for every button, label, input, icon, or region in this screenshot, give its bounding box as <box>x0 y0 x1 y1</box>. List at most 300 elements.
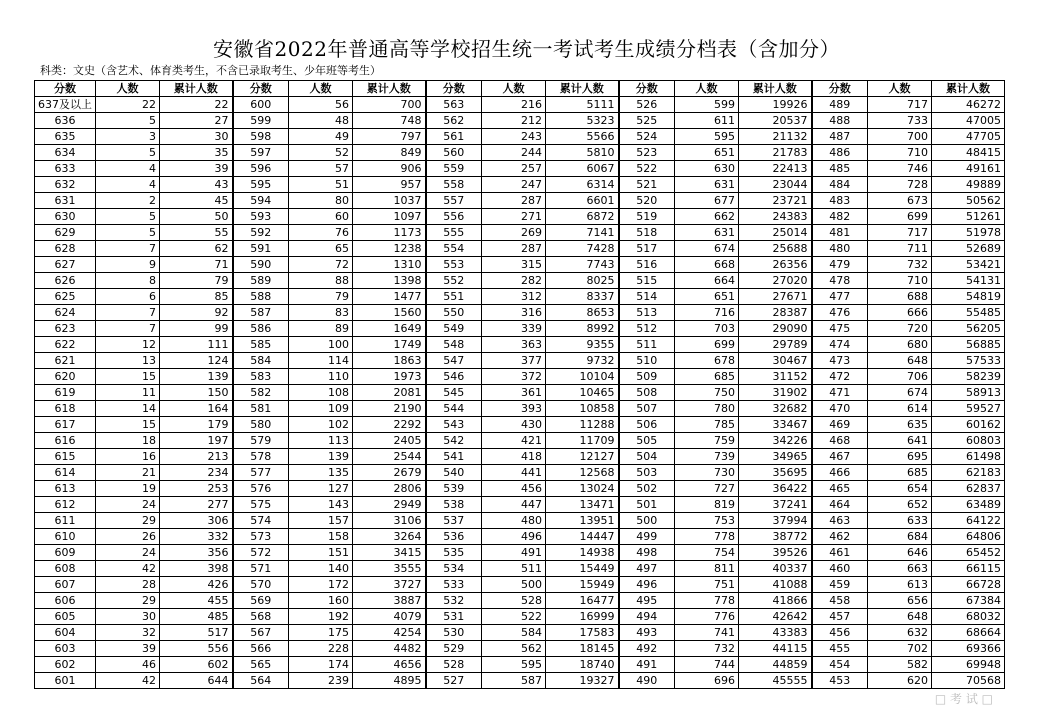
count-cell: 372 <box>482 369 546 385</box>
table-row <box>35 273 1005 289</box>
cumulative-cell: 44859 <box>739 657 812 673</box>
count-cell: 160 <box>289 593 353 609</box>
table-row <box>35 305 1005 321</box>
cumulative-cell: 39526 <box>739 545 812 561</box>
score-cell: 621 <box>35 353 96 369</box>
count-cell: 662 <box>675 209 739 225</box>
cumulative-cell: 13471 <box>546 497 619 513</box>
cumulative-cell: 71 <box>160 257 233 273</box>
cumulative-cell: 4079 <box>353 609 426 625</box>
count-cell: 24 <box>96 545 160 561</box>
count-cell: 9 <box>96 257 160 273</box>
score-cell: 539 <box>426 481 482 497</box>
score-cell: 577 <box>233 465 289 481</box>
score-cell: 592 <box>233 225 289 241</box>
cumulative-cell: 3264 <box>353 529 426 545</box>
score-cell: 501 <box>619 497 675 513</box>
score-cell: 574 <box>233 513 289 529</box>
count-cell: 49 <box>289 129 353 145</box>
count-cell: 685 <box>675 369 739 385</box>
cumulative-cell: 1749 <box>353 337 426 353</box>
cumulative-cell: 66728 <box>932 577 1005 593</box>
score-cell: 587 <box>233 305 289 321</box>
score-cell: 537 <box>426 513 482 529</box>
score-cell: 617 <box>35 417 96 433</box>
cumulative-cell: 50 <box>160 209 233 225</box>
cumulative-cell: 139 <box>160 369 233 385</box>
score-cell: 541 <box>426 449 482 465</box>
cumulative-cell: 58239 <box>932 369 1005 385</box>
count-cell: 522 <box>482 609 546 625</box>
count-cell: 174 <box>289 657 353 673</box>
score-cell: 599 <box>233 113 289 129</box>
score-cell: 525 <box>619 113 675 129</box>
cumulative-cell: 60162 <box>932 417 1005 433</box>
count-cell: 648 <box>868 353 932 369</box>
count-cell: 699 <box>868 209 932 225</box>
count-cell: 785 <box>675 417 739 433</box>
count-cell: 706 <box>868 369 932 385</box>
cumulative-cell: 49161 <box>932 161 1005 177</box>
count-cell: 65 <box>289 241 353 257</box>
cumulative-cell: 23044 <box>739 177 812 193</box>
cumulative-cell: 35 <box>160 145 233 161</box>
cumulative-cell: 253 <box>160 481 233 497</box>
table-row <box>35 225 1005 241</box>
score-cell: 631 <box>35 193 96 209</box>
cumulative-cell: 62837 <box>932 481 1005 497</box>
cumulative-cell: 6067 <box>546 161 619 177</box>
count-cell: 744 <box>675 657 739 673</box>
count-cell: 151 <box>289 545 353 561</box>
cumulative-cell: 48415 <box>932 145 1005 161</box>
cumulative-cell: 10104 <box>546 369 619 385</box>
cumulative-cell: 10465 <box>546 385 619 401</box>
score-cell: 607 <box>35 577 96 593</box>
score-cell: 629 <box>35 225 96 241</box>
cumulative-cell: 68032 <box>932 609 1005 625</box>
cumulative-cell: 11709 <box>546 433 619 449</box>
score-cell: 478 <box>812 273 868 289</box>
score-cell: 544 <box>426 401 482 417</box>
count-cell: 750 <box>675 385 739 401</box>
cumulative-cell: 27020 <box>739 273 812 289</box>
cumulative-cell: 41088 <box>739 577 812 593</box>
count-cell: 140 <box>289 561 353 577</box>
cumulative-cell: 30467 <box>739 353 812 369</box>
cumulative-cell: 426 <box>160 577 233 593</box>
cumulative-cell: 3415 <box>353 545 426 561</box>
count-cell: 26 <box>96 529 160 545</box>
cumulative-cell: 150 <box>160 385 233 401</box>
score-cell: 521 <box>619 177 675 193</box>
page-title: 安徽省2022年普通高等学校招生统一考试考生成绩分档表（含加分） <box>213 37 840 61</box>
score-cell: 603 <box>35 641 96 657</box>
cumulative-cell: 179 <box>160 417 233 433</box>
count-cell: 582 <box>868 657 932 673</box>
count-cell: 780 <box>675 401 739 417</box>
count-cell: 699 <box>675 337 739 353</box>
cumulative-cell: 1649 <box>353 321 426 337</box>
count-cell: 257 <box>482 161 546 177</box>
cumulative-cell: 14447 <box>546 529 619 545</box>
count-cell: 312 <box>482 289 546 305</box>
count-cell: 511 <box>482 561 546 577</box>
cumulative-cell: 32682 <box>739 401 812 417</box>
table-row <box>35 545 1005 561</box>
cumulative-cell: 748 <box>353 113 426 129</box>
cumulative-cell: 849 <box>353 145 426 161</box>
score-cell: 461 <box>812 545 868 561</box>
score-cell: 630 <box>35 209 96 225</box>
score-cell: 484 <box>812 177 868 193</box>
score-cell: 553 <box>426 257 482 273</box>
cumulative-cell: 8653 <box>546 305 619 321</box>
cumulative-cell: 1398 <box>353 273 426 289</box>
count-cell: 695 <box>868 449 932 465</box>
score-cell: 584 <box>233 353 289 369</box>
cumulative-cell: 34226 <box>739 433 812 449</box>
cumulative-cell: 12127 <box>546 449 619 465</box>
score-cell: 624 <box>35 305 96 321</box>
score-cell: 538 <box>426 497 482 513</box>
score-cell: 536 <box>426 529 482 545</box>
score-cell: 506 <box>619 417 675 433</box>
score-cell: 519 <box>619 209 675 225</box>
score-cell: 570 <box>233 577 289 593</box>
table-row <box>35 593 1005 609</box>
count-cell: 76 <box>289 225 353 241</box>
score-cell: 458 <box>812 593 868 609</box>
cumulative-cell: 70568 <box>932 673 1005 689</box>
count-cell: 663 <box>868 561 932 577</box>
score-cell: 605 <box>35 609 96 625</box>
count-cell: 157 <box>289 513 353 529</box>
cumulative-cell: 3106 <box>353 513 426 529</box>
count-cell: 441 <box>482 465 546 481</box>
score-cell: 454 <box>812 657 868 673</box>
cumulative-cell: 24383 <box>739 209 812 225</box>
score-cell: 614 <box>35 465 96 481</box>
count-cell: 741 <box>675 625 739 641</box>
score-cell: 612 <box>35 497 96 513</box>
cumulative-cell: 54819 <box>932 289 1005 305</box>
count-cell: 216 <box>482 97 546 113</box>
table-row <box>35 289 1005 305</box>
cumulative-cell: 485 <box>160 609 233 625</box>
score-cell: 483 <box>812 193 868 209</box>
cumulative-cell: 8337 <box>546 289 619 305</box>
count-cell: 496 <box>482 529 546 545</box>
score-cell: 578 <box>233 449 289 465</box>
count-cell: 172 <box>289 577 353 593</box>
count-cell: 720 <box>868 321 932 337</box>
score-cell: 473 <box>812 353 868 369</box>
cumulative-cell: 55485 <box>932 305 1005 321</box>
cumulative-cell: 1863 <box>353 353 426 369</box>
score-cell: 552 <box>426 273 482 289</box>
cumulative-cell: 51261 <box>932 209 1005 225</box>
cumulative-cell: 5566 <box>546 129 619 145</box>
score-cell: 563 <box>426 97 482 113</box>
cumulative-cell: 15449 <box>546 561 619 577</box>
count-cell: 684 <box>868 529 932 545</box>
count-cell: 361 <box>482 385 546 401</box>
count-cell: 776 <box>675 609 739 625</box>
count-cell: 114 <box>289 353 353 369</box>
score-cell: 496 <box>619 577 675 593</box>
score-cell: 522 <box>619 161 675 177</box>
count-cell: 732 <box>675 641 739 657</box>
cumulative-cell: 54131 <box>932 273 1005 289</box>
cumulative-cell: 21783 <box>739 145 812 161</box>
count-cell: 500 <box>482 577 546 593</box>
score-cell: 573 <box>233 529 289 545</box>
score-cell: 560 <box>426 145 482 161</box>
score-cell: 518 <box>619 225 675 241</box>
cumulative-cell: 1037 <box>353 193 426 209</box>
count-cell: 651 <box>675 289 739 305</box>
cumulative-cell: 63489 <box>932 497 1005 513</box>
score-cell: 529 <box>426 641 482 657</box>
count-cell: 2 <box>96 193 160 209</box>
score-cell: 453 <box>812 673 868 689</box>
cumulative-cell: 22 <box>160 97 233 113</box>
count-cell: 700 <box>868 129 932 145</box>
count-cell: 135 <box>289 465 353 481</box>
count-cell: 717 <box>868 97 932 113</box>
score-cell: 472 <box>812 369 868 385</box>
table-row <box>35 337 1005 353</box>
count-cell: 14 <box>96 401 160 417</box>
count-cell: 316 <box>482 305 546 321</box>
count-cell: 139 <box>289 449 353 465</box>
table-row <box>35 113 1005 129</box>
cumulative-cell: 16477 <box>546 593 619 609</box>
cumulative-cell: 4656 <box>353 657 426 673</box>
count-cell: 674 <box>675 241 739 257</box>
table-row <box>35 673 1005 689</box>
score-cell: 503 <box>619 465 675 481</box>
count-cell: 677 <box>675 193 739 209</box>
score-cell: 520 <box>619 193 675 209</box>
count-cell: 599 <box>675 97 739 113</box>
score-cell: 480 <box>812 241 868 257</box>
cumulative-cell: 398 <box>160 561 233 577</box>
score-cell: 558 <box>426 177 482 193</box>
score-cell: 517 <box>619 241 675 257</box>
count-cell: 192 <box>289 609 353 625</box>
count-cell: 5 <box>96 113 160 129</box>
count-cell: 751 <box>675 577 739 593</box>
cumulative-cell: 213 <box>160 449 233 465</box>
count-cell: 228 <box>289 641 353 657</box>
cumulative-cell: 66115 <box>932 561 1005 577</box>
count-cell: 287 <box>482 241 546 257</box>
cumulative-cell: 29090 <box>739 321 812 337</box>
score-cell: 502 <box>619 481 675 497</box>
table-row <box>35 257 1005 273</box>
score-cell: 571 <box>233 561 289 577</box>
cumulative-cell: 11288 <box>546 417 619 433</box>
count-cell: 21 <box>96 465 160 481</box>
score-cell: 465 <box>812 481 868 497</box>
score-cell: 516 <box>619 257 675 273</box>
cumulative-cell: 602 <box>160 657 233 673</box>
cumulative-cell: 25014 <box>739 225 812 241</box>
cumulative-cell: 306 <box>160 513 233 529</box>
score-cell: 572 <box>233 545 289 561</box>
count-cell: 109 <box>289 401 353 417</box>
cumulative-cell: 50562 <box>932 193 1005 209</box>
cumulative-cell: 111 <box>160 337 233 353</box>
score-cell: 535 <box>426 545 482 561</box>
count-cell: 52 <box>289 145 353 161</box>
table-row <box>35 657 1005 673</box>
cumulative-cell: 64122 <box>932 513 1005 529</box>
table-row <box>35 177 1005 193</box>
score-cell: 637及以上 <box>35 97 96 113</box>
cumulative-cell: 22413 <box>739 161 812 177</box>
count-cell: 339 <box>482 321 546 337</box>
count-cell: 8 <box>96 273 160 289</box>
score-cell: 579 <box>233 433 289 449</box>
table-row <box>35 97 1005 113</box>
score-cell: 562 <box>426 113 482 129</box>
count-cell: 584 <box>482 625 546 641</box>
cumulative-cell: 2806 <box>353 481 426 497</box>
table-row <box>35 385 1005 401</box>
watermark: □ 考 试 □ <box>934 692 993 706</box>
cumulative-cell: 62 <box>160 241 233 257</box>
count-cell: 393 <box>482 401 546 417</box>
cumulative-cell: 53421 <box>932 257 1005 273</box>
count-cell: 57 <box>289 161 353 177</box>
score-cell: 492 <box>619 641 675 657</box>
count-cell: 611 <box>675 113 739 129</box>
score-cell: 610 <box>35 529 96 545</box>
count-cell: 113 <box>289 433 353 449</box>
score-cell: 628 <box>35 241 96 257</box>
cumulative-cell: 2544 <box>353 449 426 465</box>
score-cell: 623 <box>35 321 96 337</box>
cumulative-cell: 47705 <box>932 129 1005 145</box>
score-cell: 606 <box>35 593 96 609</box>
score-cell: 598 <box>233 129 289 145</box>
score-cell: 510 <box>619 353 675 369</box>
score-cell: 586 <box>233 321 289 337</box>
count-cell: 5 <box>96 209 160 225</box>
count-cell: 24 <box>96 497 160 513</box>
count-cell: 648 <box>868 609 932 625</box>
count-cell: 22 <box>96 97 160 113</box>
count-cell: 614 <box>868 401 932 417</box>
count-cell: 19 <box>96 481 160 497</box>
table-row <box>35 513 1005 529</box>
table-row <box>35 417 1005 433</box>
count-cell: 29 <box>96 593 160 609</box>
cumulative-cell: 28387 <box>739 305 812 321</box>
count-cell: 418 <box>482 449 546 465</box>
score-cell: 565 <box>233 657 289 673</box>
score-cell: 583 <box>233 369 289 385</box>
cumulative-cell: 8025 <box>546 273 619 289</box>
score-cell: 602 <box>35 657 96 673</box>
cumulative-cell: 65452 <box>932 545 1005 561</box>
table-row <box>35 401 1005 417</box>
cumulative-cell: 2405 <box>353 433 426 449</box>
cumulative-cell: 29789 <box>739 337 812 353</box>
score-cell: 627 <box>35 257 96 273</box>
count-cell: 108 <box>289 385 353 401</box>
score-cell: 479 <box>812 257 868 273</box>
count-cell: 143 <box>289 497 353 513</box>
cumulative-cell: 37994 <box>739 513 812 529</box>
score-header: 分数 <box>233 81 289 97</box>
score-cell: 523 <box>619 145 675 161</box>
score-cell: 486 <box>812 145 868 161</box>
cumulative-cell: 23721 <box>739 193 812 209</box>
score-cell: 509 <box>619 369 675 385</box>
score-cell: 600 <box>233 97 289 113</box>
score-cell: 477 <box>812 289 868 305</box>
count-cell: 811 <box>675 561 739 577</box>
score-cell: 589 <box>233 273 289 289</box>
cumulative-header: 累计人数 <box>353 81 426 97</box>
score-cell: 566 <box>233 641 289 657</box>
score-header: 分数 <box>812 81 868 97</box>
count-cell: 243 <box>482 129 546 145</box>
count-cell: 363 <box>482 337 546 353</box>
cumulative-cell: 8992 <box>546 321 619 337</box>
cumulative-cell: 13024 <box>546 481 619 497</box>
cumulative-cell: 3727 <box>353 577 426 593</box>
count-cell: 673 <box>868 193 932 209</box>
count-cell: 15 <box>96 417 160 433</box>
count-cell: 4 <box>96 177 160 193</box>
count-header: 人数 <box>96 81 160 97</box>
score-header: 分数 <box>426 81 482 97</box>
count-cell: 739 <box>675 449 739 465</box>
count-cell: 480 <box>482 513 546 529</box>
count-cell: 377 <box>482 353 546 369</box>
cumulative-cell: 2679 <box>353 465 426 481</box>
score-cell: 595 <box>233 177 289 193</box>
score-cell: 548 <box>426 337 482 353</box>
cumulative-cell: 4482 <box>353 641 426 657</box>
count-cell: 46 <box>96 657 160 673</box>
count-cell: 656 <box>868 593 932 609</box>
table-row <box>35 321 1005 337</box>
cumulative-cell: 40337 <box>739 561 812 577</box>
count-cell: 631 <box>675 225 739 241</box>
score-cell: 594 <box>233 193 289 209</box>
score-cell: 468 <box>812 433 868 449</box>
score-cell: 569 <box>233 593 289 609</box>
cumulative-cell: 57533 <box>932 353 1005 369</box>
cumulative-cell: 15949 <box>546 577 619 593</box>
count-cell: 711 <box>868 241 932 257</box>
count-cell: 48 <box>289 113 353 129</box>
count-cell: 79 <box>289 289 353 305</box>
cumulative-cell: 18740 <box>546 657 619 673</box>
cumulative-header: 累计人数 <box>160 81 233 97</box>
cumulative-cell: 21132 <box>739 129 812 145</box>
table-row <box>35 561 1005 577</box>
cumulative-cell: 332 <box>160 529 233 545</box>
count-cell: 269 <box>482 225 546 241</box>
score-cell: 543 <box>426 417 482 433</box>
